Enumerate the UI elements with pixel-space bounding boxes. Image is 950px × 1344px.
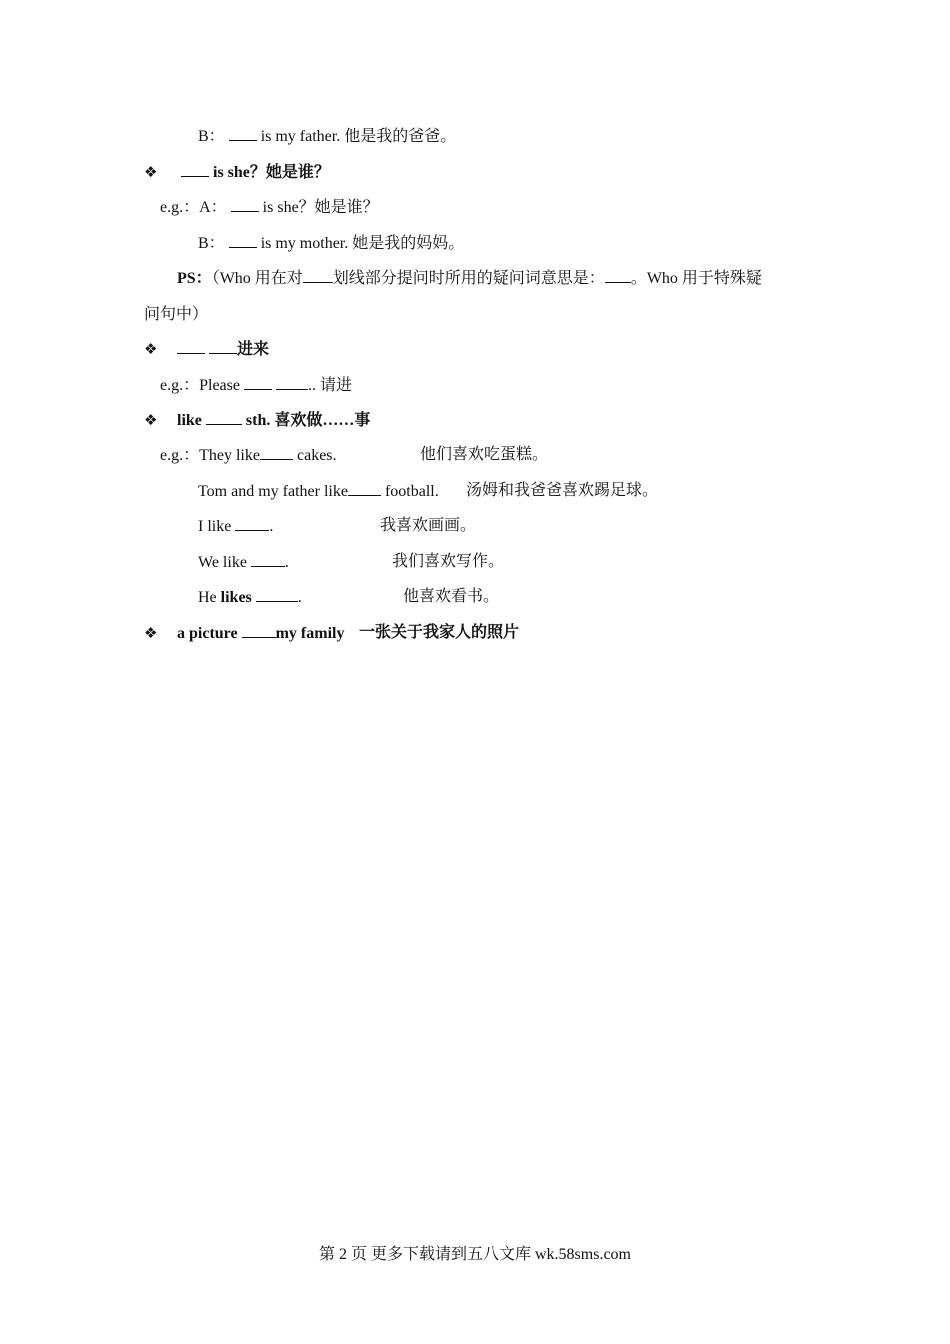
heading-text-b: my family	[275, 625, 345, 642]
ps-note	[177, 268, 762, 289]
sentence-end: .	[297, 589, 302, 606]
example-label: e.g.：A：	[160, 199, 227, 216]
answer-blank	[260, 445, 293, 460]
answer-blank	[276, 375, 308, 390]
answer-blank	[181, 162, 209, 177]
dialog-line-b-father	[198, 126, 456, 147]
sentence-text-bold: likes	[220, 589, 252, 606]
sentence-text-a: He	[198, 589, 221, 606]
heading-text: 进来	[237, 341, 270, 358]
heading-picture-of	[177, 623, 344, 644]
ps-note-continued: 问句中）	[144, 306, 209, 323]
example-line-a	[160, 197, 379, 218]
translation-text: 请进	[319, 377, 352, 394]
page-footer: 第 2 页 更多下载请到五八文库 wk.58sms.com	[318, 1246, 631, 1263]
sentence-text: cakes.	[292, 447, 337, 464]
example-label: e.g.：They like	[160, 447, 260, 464]
translation-text: 她是我的妈妈。	[352, 235, 465, 252]
ps-label: PS：	[177, 270, 212, 287]
answer-blank	[229, 233, 257, 248]
example-line-draw	[198, 516, 273, 537]
sentence-end: football.	[380, 483, 439, 500]
answer-blank	[209, 339, 237, 354]
sentence-text: is she？她是谁？	[262, 199, 379, 216]
sentence-text: is my mother.	[260, 235, 349, 252]
heading-text-a: like	[177, 412, 202, 429]
answer-blank	[231, 197, 259, 212]
answer-blank	[242, 623, 276, 638]
translation-text: 汤姆和我爸爸喜欢踢足球。	[466, 482, 659, 499]
heading-like-doing	[177, 410, 370, 431]
ps-text-b: 划线部分提问时所用的疑问词意思是：	[332, 270, 605, 287]
answer-blank	[256, 587, 298, 602]
example-line-please	[160, 375, 352, 396]
sentence-text: We like	[198, 554, 251, 571]
example-label: e.g.：Please	[160, 377, 240, 394]
example-line-write	[198, 552, 289, 573]
translation-text: 我喜欢画画。	[380, 517, 477, 534]
answer-blank	[251, 552, 285, 567]
bullet-icon: ❖	[144, 340, 158, 358]
sentence-end: .	[269, 518, 274, 535]
translation-text: 他们喜欢吃蛋糕。	[420, 446, 549, 463]
bullet-icon: ❖	[144, 624, 158, 642]
heading-come-in	[177, 339, 269, 360]
answer-blank	[605, 268, 631, 283]
example-line-cakes	[160, 445, 337, 466]
bullet-icon: ❖	[144, 411, 158, 429]
sentence-text: is my father.	[260, 128, 341, 145]
answer-blank	[235, 516, 269, 531]
answer-blank	[206, 410, 242, 425]
speaker-label: B：	[198, 235, 225, 252]
translation-text: 他是我的爸爸。	[344, 128, 457, 145]
dialog-line-b-mother	[198, 233, 464, 254]
heading-text: is she？她是谁？	[213, 164, 330, 181]
example-line-football	[198, 481, 439, 502]
sentence-text: I like	[198, 518, 236, 535]
sentence-end: ..	[307, 377, 316, 394]
translation-text: 一张关于我家人的照片	[359, 624, 520, 641]
bullet-icon: ❖	[144, 163, 158, 181]
sentence-end: .	[284, 554, 289, 571]
answer-blank	[244, 375, 272, 390]
heading-text-b: sth. 喜欢做……事	[241, 412, 371, 429]
answer-blank	[229, 126, 257, 141]
answer-blank	[348, 481, 381, 496]
example-line-read	[198, 587, 302, 608]
ps-text-a: （Who 用在对	[211, 270, 303, 287]
translation-text: 他喜欢看书。	[403, 588, 500, 605]
translation-text: 我们喜欢写作。	[392, 553, 505, 570]
heading-who-is-she	[181, 162, 330, 183]
answer-blank	[303, 268, 333, 283]
answer-blank	[177, 339, 205, 354]
heading-text-a: a picture	[177, 625, 242, 642]
sentence-text: Tom and my father like	[198, 483, 348, 500]
ps-text-c: 。Who 用于特殊疑	[630, 270, 762, 287]
speaker-label: B：	[198, 128, 225, 145]
